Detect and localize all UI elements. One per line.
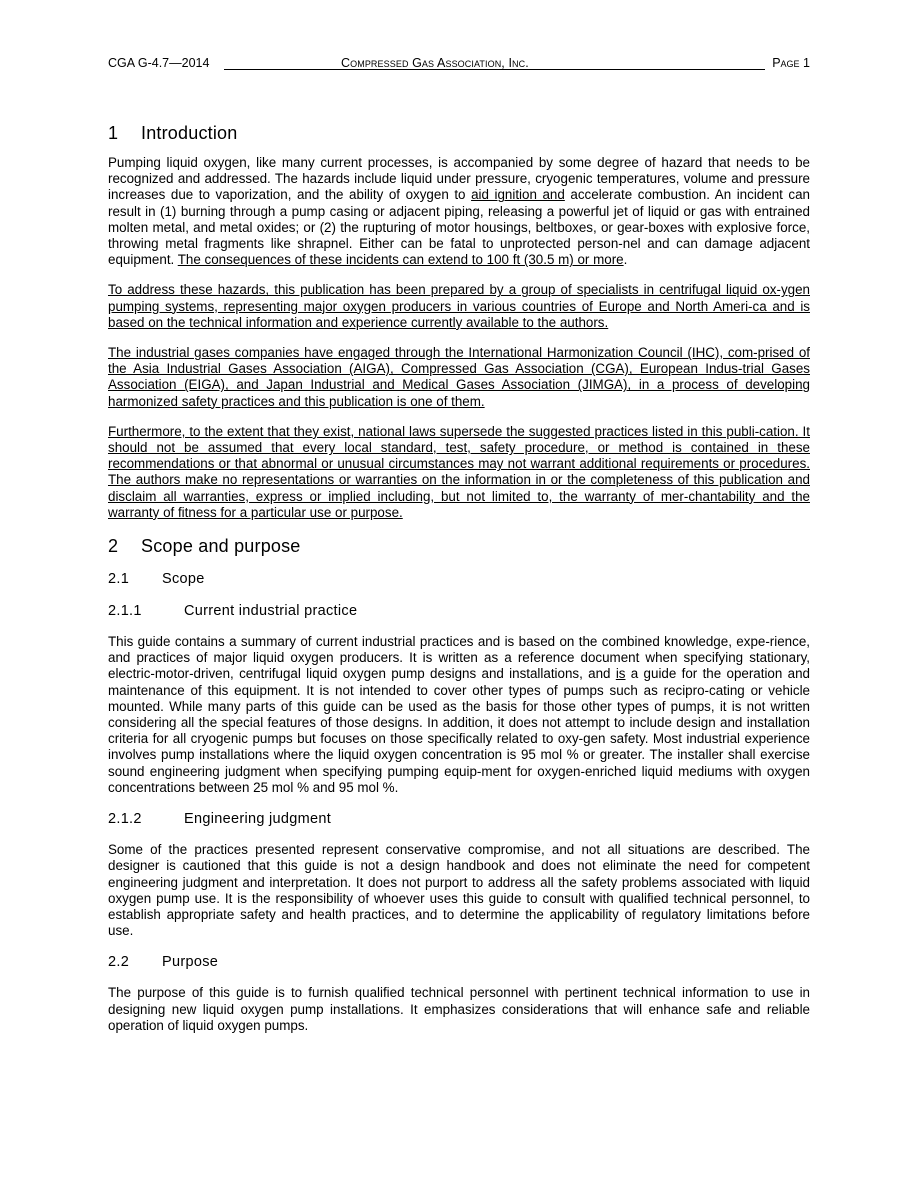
intro-paragraph-1 — [108, 155, 810, 268]
section-2-heading — [108, 534, 810, 558]
section-number: 2.1 — [108, 571, 130, 588]
section-title: Engineering judgment — [184, 811, 332, 828]
section-2-2-heading — [108, 952, 810, 972]
text-run: Pumping liquid oxygen, like many current processes, is accompanied by some degree of hazard that needs to be recognized and addressed. The hazards include liquid under pressure, cryogenic temperatures, volume and pressure increases due to vaporization, and the ability of oxygen to — [108, 155, 810, 203]
underlined-text: aid ignition and — [471, 187, 565, 203]
text-run: a guide for the operation and maintenance of this equipment. It is not intended to cover other types of pumps such as recipro-cating or vehicle mounted. While many parts of this guide can be used as the basis for those other types of pumps, it is not written considering all the special features of those designs. In addition, it does not attempt to include design and installation criteria for all cryogenic pumps but focuses on those specifically related to oxy-gen safety. Most industrial experience involves pump installations where the liquid oxygen concentration is 95 mol % or greater. The installer shall exercise sound engineering judgment when specifying pumping equip-ment for oxygen-enriched liquid mediums with oxygen concentrations between 25 mol % and 95 mol %. — [108, 666, 810, 795]
section-number: 2.1.2 — [108, 811, 142, 828]
section-title: Introduction — [141, 123, 238, 143]
intro-paragraph-4: Furthermore, to the extent that they exist, national laws supersede the suggested practices listed in this publi-cation. It should not be assumed that every local standard, test, safety procedure, or method is contained in these recommendations or that abnormal or unusual circumstances may not warrant additional requirements or procedures. The authors make no representations or warranties on the information in or the completeness of this publication and disclaim all warranties, express or implied including, but not limited to, the warranty of mer-chantability and the warranty of fitness for a particular use or purpose. — [108, 423, 810, 520]
purpose-paragraph: The purpose of this guide is to furnish qualified technical personnel with pertinent technical information to use in designing new liquid oxygen pump installations. It emphasizes considerations that will enhance safe and reliable operation of liquid oxygen pumps. — [108, 985, 810, 1033]
current-practice-paragraph — [108, 634, 810, 796]
running-header — [108, 55, 810, 71]
section-1-heading — [108, 121, 810, 145]
section-2-1-2-heading — [108, 809, 810, 829]
section-2-1-1-heading — [108, 601, 810, 621]
section-title: Scope — [162, 571, 205, 588]
header-page-number: Page 1 — [772, 56, 810, 70]
text-run: accelerate combustion. An incident can result in (1) burning through a pump casing or adjacent piping, releasing a powerful jet of liquid or gas with entrained molten metal, and metal oxides; or (2) the rupturing of motor housings, beltboxes, or gear-boxes with explosive force, throwing metal fragments like shrapnel. Either can be fatal to unprotected person-nel and can damage adjacent equipment. — [108, 187, 811, 268]
header-organization: Compressed Gas Association, Inc. — [341, 56, 529, 70]
header-rule — [224, 55, 765, 70]
underlined-text: is — [615, 666, 626, 682]
section-title: Scope and purpose — [141, 536, 301, 557]
section-number: 2.2 — [108, 954, 130, 971]
section-number: 2 — [108, 536, 119, 557]
underlined-text: The consequences of these incidents can extend to 100 ft (30.5 m) or more — [177, 252, 624, 268]
section-title: Purpose — [162, 954, 219, 971]
section-number: 2.1.1 — [108, 603, 142, 620]
section-2-1-heading — [108, 569, 810, 589]
header-document-id: CGA G-4.7—2014 — [108, 56, 210, 70]
intro-paragraph-2: To address these hazards, this publication has been prepared by a group of specialists in centrifugal liquid ox-ygen pumping systems, representing major oxygen producers in various countries of Europe and North Ameri-ca and is based on the technical information and experience currently available to the authors. — [108, 282, 810, 330]
section-number: 1 — [108, 123, 119, 143]
document-body — [108, 121, 810, 1034]
engineering-judgment-paragraph: Some of the practices presented represent conservative compromise, and not all situations are described. The designer is cautioned that this guide is not a design handbook and does not eliminate the need for competent engineering judgment and interpretation. It does not purport to address all the safety problems associated with liquid oxygen pump use. It is the responsibility of whoever uses this guide to consult with qualified technical personnel, to establish appropriate safety and health practices, and to determine the applicability of regulatory limitations before use. — [108, 842, 810, 939]
text-run: This guide contains a summary of current industrial practices and is based on the combined knowledge, expe-rience, and practices of major liquid oxygen producers. It is written as a reference document when specifying stationary, electric-motor-driven, centrifugal liquid oxygen pump designs and installations, and — [108, 634, 810, 682]
text-run: . — [623, 252, 628, 268]
intro-paragraph-3: The industrial gases companies have engaged through the International Harmonization Council (IHC), com-prised of the Asia Industrial Gases Association (AIGA), Compressed Gas Association (CGA), European Indus-trial Gases Association (EIGA), and Japan Industrial and Medical Gases Association (JIMGA), in a process of developing harmonized safety practices and this publication is one of them. — [108, 345, 810, 409]
section-title: Current industrial practice — [184, 603, 358, 620]
